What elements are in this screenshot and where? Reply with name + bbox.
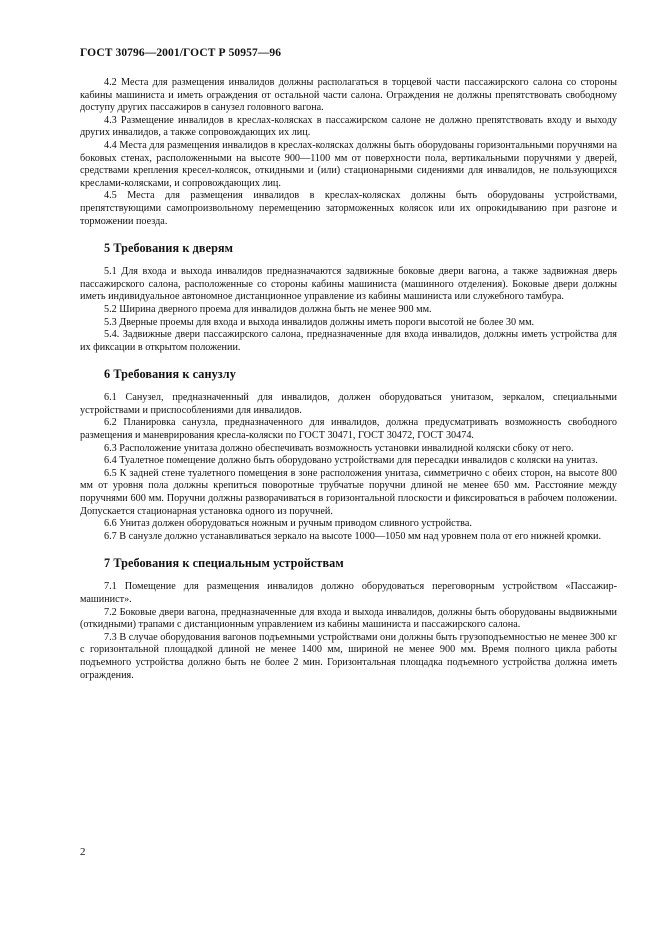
paragraph-4-3: 4.3 Размещение инвалидов в креслах-колясках в пассажирском салоне не должно препятствовать входу и выходу других инвалидов, а также сопровождающих их лиц. <box>80 114 617 139</box>
paragraph-5-3: 5.3 Дверные проемы для входа и выхода инвалидов должны иметь пороги высотой не более 30 мм. <box>104 316 535 328</box>
page-header-standard-code: ГОСТ 30796—2001/ГОСТ Р 50957—96 <box>80 47 282 59</box>
paragraph-4-5: 4.5 Места для размещения инвалидов в креслах-колясках должны быть оборудованы устройствами, препятствующими самопроизвольному перемещению заторможенных колясок или их опрокидыванию при разгоне и торможении поезда. <box>80 190 617 227</box>
paragraph-5-2: 5.2 Ширина дверного проема для инвалидов должна быть не менее 900 мм. <box>104 303 432 315</box>
paragraph-4-4: 4.4 Места для размещения инвалидов в креслах-колясках должны быть оборудованы горизонтальными поручнями на боковых стенах, расположенными на высоте 900—1100 мм от поверхности пола, вертикальными поручнями у дверей, средствами крепления кресел-колясок, откидными и (или) стационарными сидениями для инвалидов, не пользующихся креслами-колясками, и сопровождающих лиц. <box>80 139 617 189</box>
paragraph-5-1: 5.1 Для входа и выхода инвалидов предназначаются задвижные боковые двери вагона, а также задвижная дверь пассажирского салона, расположенные со стороны кабины машиниста (машинного отделения). Боковые двери должны иметь индивидуальное автономное дистанционное управление из кабины машиниста или служебного тамбура. <box>80 266 617 303</box>
section-title-doors: 5 Требования к дверям <box>104 241 234 256</box>
paragraph-7-3: 7.3 В случае оборудования вагонов подъемными устройствами они должны быть грузоподъемностью не менее 300 кг с горизонтальной площадкой длиной не менее 1400 мм, шириной не менее 900 мм. Время полного цикла работы подъемного устройства должно быть не более 2 мин. Горизонтальная площадка подъемного устройства должна иметь ограждения. <box>80 631 617 681</box>
paragraph-6-3: 6.3 Расположение унитаза должно обеспечивать возможность установки инвалидной коляски сбоку от него. <box>104 442 574 454</box>
paragraph-6-6: 6.6 Унитаз должен оборудоваться ножным и ручным приводом сливного устройства. <box>104 518 472 530</box>
paragraph-6-5: 6.5 К задней стене туалетного помещения в зоне расположения унитаза, симметрично с обеих сторон, на высоте 800 мм от уровня пола должны крепиться поворотные трубчатые поручни длиной не менее 650 мм. Расстояние между поручнями 600 мм. Поручни должны разворачиваться в горизонтальной плоскости и фиксироваться в рабочем положении. Допускается стационарная установка одного из поручней. <box>80 467 617 517</box>
paragraph-5-4: 5.4. Задвижные двери пассажирского салона, предназначенные для входа инвалидов, должны иметь устройства для их фиксации в открытом положении. <box>80 329 617 353</box>
paragraph-4-2: 4.2 Места для размещения инвалидов должны располагаться в торцевой части пассажирского салона со стороны кабины машиниста и иметь ограждения от остальной части салона. Ограждения не должны препятствовать свободному доступу других пассажиров в санузел головного вагона. <box>80 77 617 114</box>
paragraph-7-1: 7.1 Помещение для размещения инвалидов должно оборудоваться переговорным устройством «Пассажир-машинист». <box>80 581 617 605</box>
paragraph-7-2: 7.2 Боковые двери вагона, предназначенные для входа и выхода инвалидов, должны быть оборудованы выдвижными (откидными) трапами с дистанционным управлением из кабины машиниста и пассажирского салона. <box>80 606 617 631</box>
paragraph-6-1: 6.1 Санузел, предназначенный для инвалидов, должен оборудоваться унитазом, зеркалом, специальными устройствами и приспособлениями для инвалидов. <box>80 392 617 416</box>
page-number: 2 <box>80 846 86 858</box>
document-body <box>80 77 617 682</box>
section-title-restroom: 6 Требования к санузлу <box>104 367 236 382</box>
paragraph-6-7: 6.7 В санузле должно устанавливаться зеркало на высоте 1000—1050 мм над уровнем пола от его нижней кромки. <box>104 530 602 542</box>
paragraph-6-2: 6.2 Планировка санузла, предназначенного для инвалидов, должна предусматривать возможность свободного размещения и маневрирования кресла-коляски по ГОСТ 30471, ГОСТ 30472, ГОСТ 30474. <box>80 417 617 442</box>
paragraph-6-4: 6.4 Туалетное помещение должно быть оборудовано устройствами для пересадки инвалидов с коляски на унитаз. <box>104 455 598 467</box>
section-title-special-devices: 7 Требования к специальным устройствам <box>104 556 344 571</box>
